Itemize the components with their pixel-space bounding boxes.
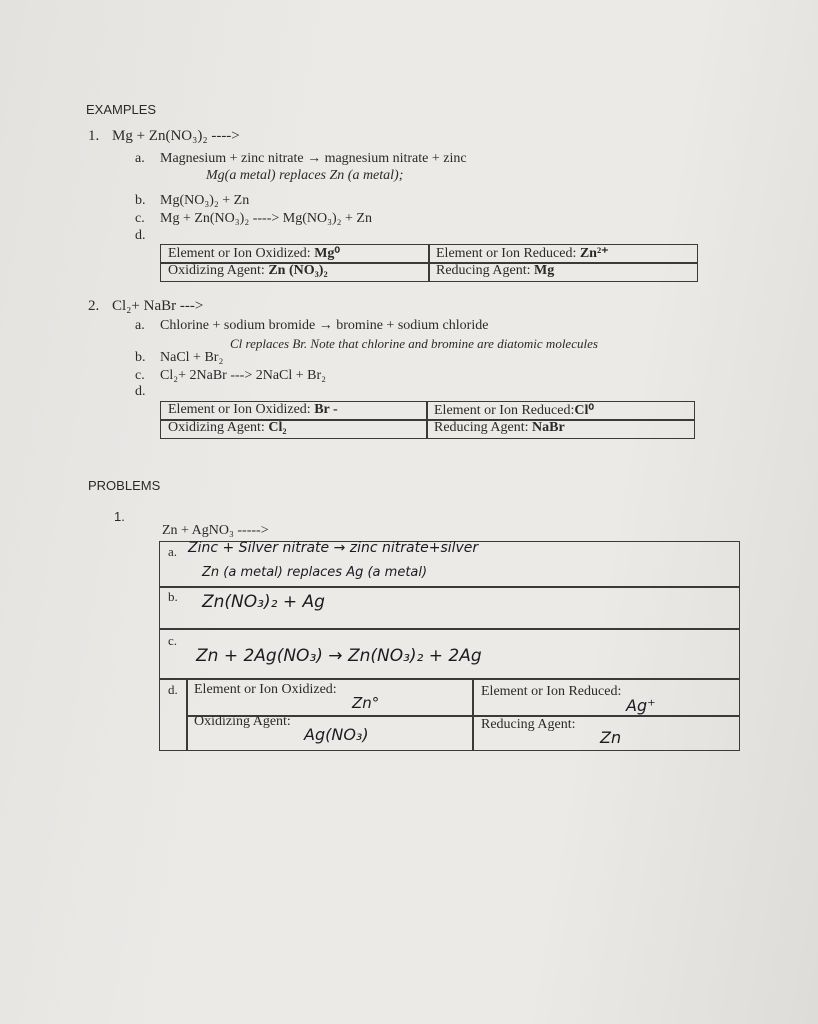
examples-heading: EXAMPLES [86,102,157,117]
ex2-a-text: Chlorine + sodium bromide → bromine + sodium chloride [160,318,489,333]
ex2-number: 2. [88,298,100,314]
ex1-c-label: c. [135,211,145,226]
ex1-c-text: Mg + Zn(NO₃)₂ ----> Mg(NO₃)₂ + Zn [160,211,372,226]
ex1-d-label: d. [135,228,146,243]
ex2-a-note: Cl replaces Br. Note that chlorine and bromine are diatomic molecules [230,336,598,351]
p1-d-label-divider [186,678,188,751]
p1-d-col-divider [472,678,474,751]
ex1-equation: Mg + Zn(NO₃)₂ ----> [112,128,240,144]
ex1-b-text: Mg(NO₃)₂ + Zn [160,193,250,208]
p1-d-label: d. [168,682,178,697]
problems-heading: PROBLEMS [88,478,161,493]
p1-c-handwriting: Zn + 2Ag(NO₃) → Zn(NO₃)₂ + 2Ag [196,646,482,666]
p1-number: 1. [114,509,125,524]
p1-c-label: c. [168,633,178,648]
p1-a-handwriting-line1: Zinc + Silver nitrate → zinc nitrate+silver [188,540,479,556]
p1-reducing-agent-label: Reducing Agent: [481,717,576,732]
p1-row-divider-d [159,678,740,680]
ex2-b-label: b. [135,350,146,365]
ex1-oxidizing-agent: Oxidizing Agent: Zn (NO₃)₂ [168,263,328,278]
p1-oxidizing-agent-label: Oxidizing Agent: [194,714,291,729]
p1-reduced-label: Element or Ion Reduced: [481,684,622,699]
p1-row-divider-b [159,586,740,588]
ex2-c-text: Cl₂+ 2NaBr ---> 2NaCl + Br₂ [160,368,327,383]
ex2-c-label: c. [135,368,145,383]
ex1-number: 1. [88,128,100,144]
ex2-oxidized: Element or Ion Oxidized: Br - [168,402,338,417]
p1-b-label: b. [168,589,178,604]
p1-oxidized-label: Element or Ion Oxidized: [194,682,337,697]
ex1-b-label: b. [135,193,146,208]
p1-a-handwriting-line2: Zn (a metal) replaces Ag (a metal) [202,565,428,580]
ex1-a-label: a. [135,151,145,166]
p1-b-handwriting: Zn(NO₃)₂ + Ag [202,592,325,612]
ex1-reducing-agent: Reducing Agent: Mg [436,263,555,278]
p1-row-divider-c [159,628,740,630]
ex1-a-text: Magnesium + zinc nitrate → magnesium nitrate + zinc [160,151,467,166]
ex2-equation: Cl₂+ NaBr ---> [112,298,204,314]
ex1-a-note: Mg(a metal) replaces Zn (a metal); [206,168,404,183]
ex2-reduced: Element or Ion Reduced:Cl⁰ [434,403,594,418]
ex2-a-label: a. [135,318,145,333]
ex1-reduced: Element or Ion Reduced: Zn²⁺ [436,246,609,261]
ex2-d-label: d. [135,384,146,399]
p1-equation: Zn + AgNO₃ -----> [162,523,269,538]
p1-reducing-agent-handwriting: Zn [600,728,622,747]
p1-oxidized-handwriting: Zn° [352,694,380,712]
p1-reduced-handwriting: Ag⁺ [626,696,656,715]
ex2-reducing-agent: Reducing Agent: NaBr [434,420,565,435]
p1-oxidizing-agent-handwriting: Ag(NO₃) [304,725,369,744]
ex1-oxidized: Element or Ion Oxidized: Mg⁰ [168,246,341,261]
ex2-b-text: NaCl + Br₂ [160,350,224,365]
ex2-table-col-divider [426,401,428,439]
p1-a-label: a. [168,544,178,559]
ex2-oxidizing-agent: Oxidizing Agent: Cl₂ [168,420,287,435]
ex1-table-col-divider [428,244,430,282]
